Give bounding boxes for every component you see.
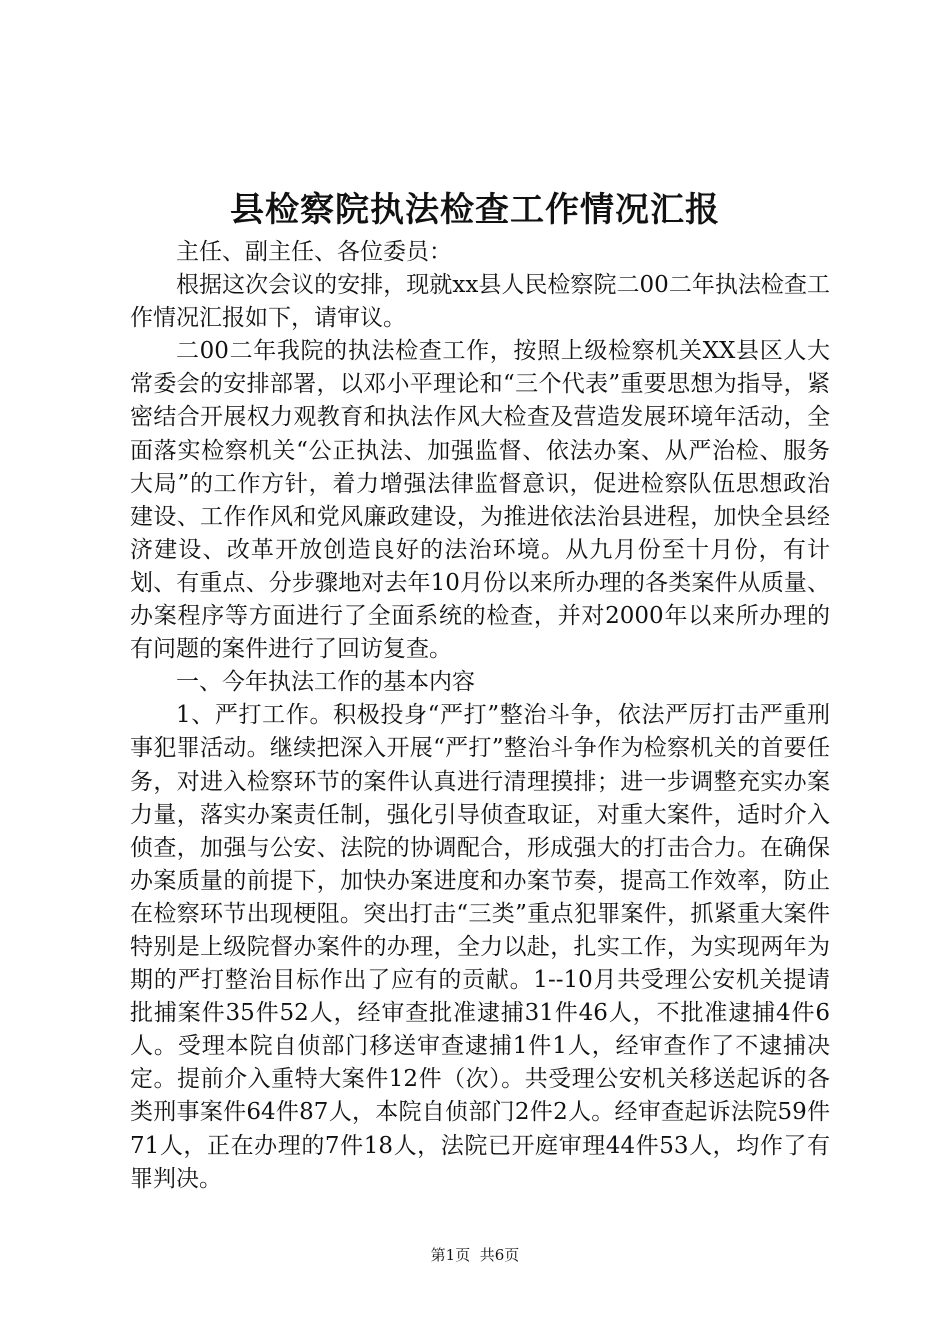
salutation-paragraph: 主任、副主任、各位委员：	[176, 239, 452, 265]
section-heading: 一、今年执法工作的基本内容	[176, 669, 475, 696]
document-title: 县检察院执法检查工作情况汇报	[230, 190, 720, 230]
document-body	[130, 236, 830, 1196]
intro-paragraph: 根据这次会议的安排，现就xx县人民检察院二00二年执法检查工作情况汇报如下，请审议。	[130, 272, 830, 332]
page-number: 第1页	[430, 1246, 471, 1264]
page-total: 共6页	[479, 1246, 520, 1264]
overview-paragraph: 二00二年我院的执法检查工作，按照上级检察机关XX县区人大常委会的安排部署，以邓小平理论和“三个代表”重要思想为指导，紧密结合开展权力观教育和执法作风大检查及营造发展环境年活动，全面落实检察机关“公正执法、加强监督、依法办案、从严治检、服务大局”的工作方针，着力增强法律监督意识，促进检察队伍思想政治建设、工作作风和党风廉政建设，为推进依法治县进程，加快全县经济建设、改革开放创造良好的法治环境。从九月份至十月份，有计划、有重点、分步骤地对去年10月份以来所办理的各类案件从质量、办案程序等方面进行了全面系统的检查，并对2000年以来所办理的有问题的案件进行了回访复查。	[130, 338, 830, 663]
strike-hard-paragraph: 1、严打工作。积极投身“严打”整治斗争，依法严厉打击严重刑事犯罪活动。继续把深入开展“严打”整治斗争作为检察机关的首要任务，对进入检察环节的案件认真进行清理摸排；进一步调整充实办案力量，落实办案责任制，强化引导侦查取证，对重大案件，适时介入侦查，加强与公安、法院的协调配合，形成强大的打击合力。在确保办案质量的前提下，加快办案进度和办案节奏，提高工作效率，防止在检察环节出现梗阻。突出打击“三类”重点犯罪案件，抓紧重大案件特别是上级院督办案件的办理，全力以赴，扎实工作，为实现两年为期的严打整治目标作出了应有的贡献。1--10月共受理公安机关提请批捕案件35件52人，经审查批准逮捕31件46人，不批准逮捕4件6人。受理本院自侦部门移送审查逮捕1件1人，经审查作了不逮捕决定。提前介入重特大案件12件（次）。共受理公安机关移送起诉的各类刑事案件64件87人，本院自侦部门2件2人。经审查起诉法院59件71人，正在办理的7件18人，法院已开庭审理44件53人，均作了有罪判决。	[130, 702, 830, 1192]
page-footer	[0, 1245, 950, 1265]
